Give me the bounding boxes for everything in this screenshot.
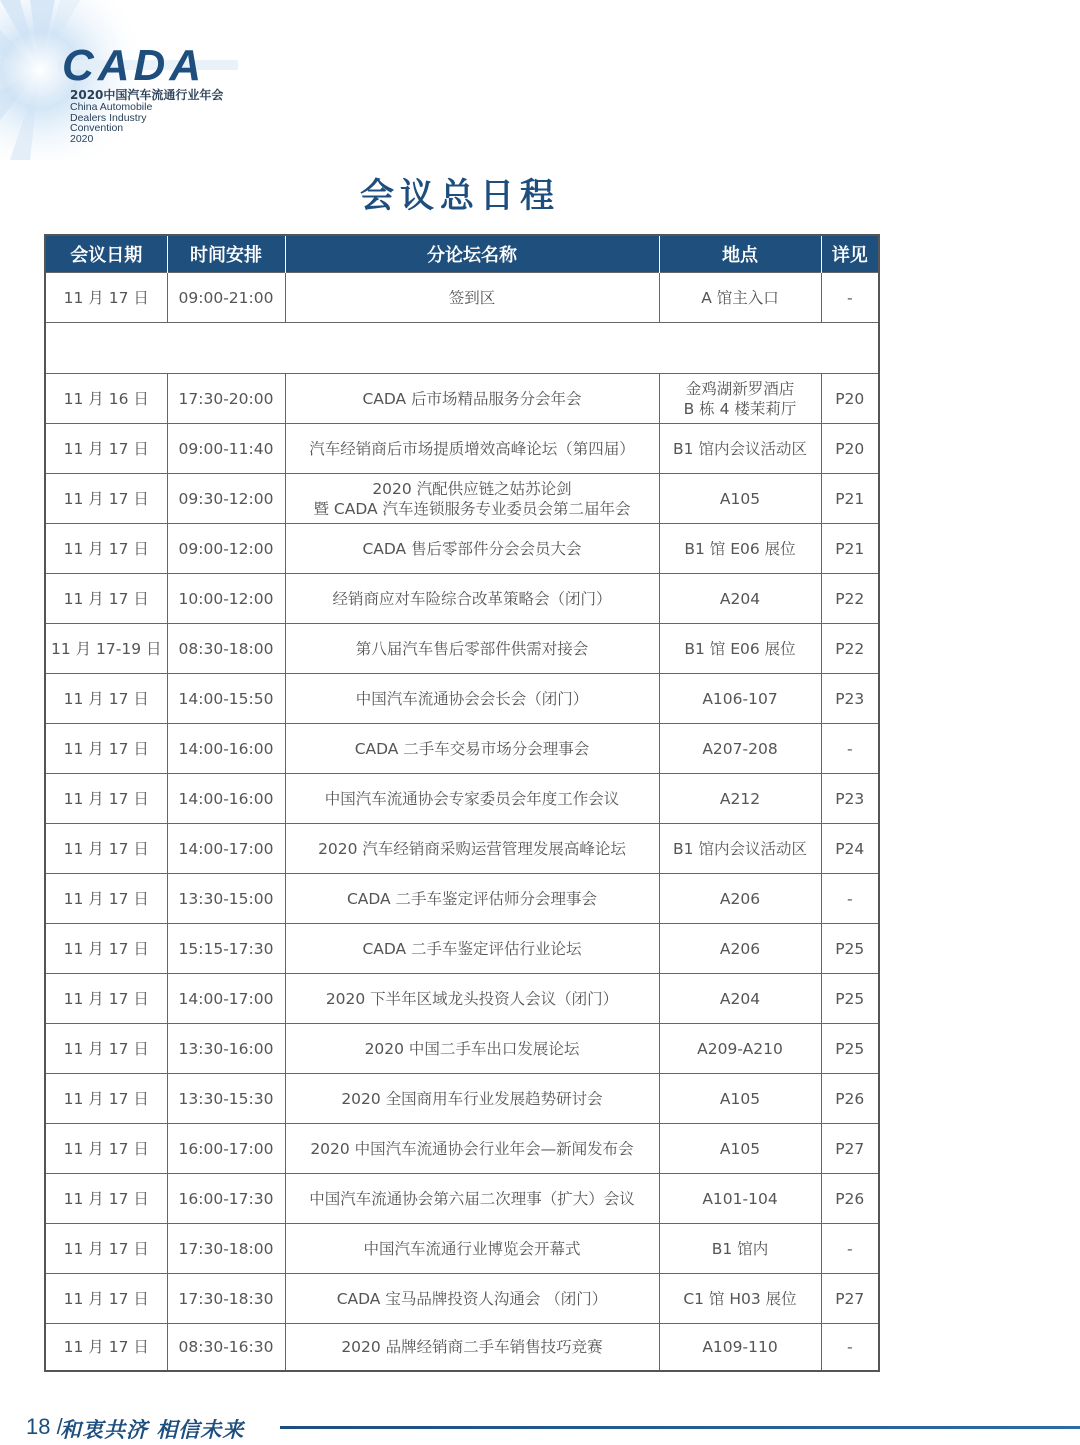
cell-forum-name: 2020 中国二手车出口发展论坛 (285, 1024, 659, 1074)
cell-time: 14:00-16:00 (167, 724, 285, 774)
cell-forum-name: 汽车经销商后市场提质增效高峰论坛（第四届） (285, 424, 659, 474)
cell-forum-name: CADA 二手车鉴定评估行业论坛 (285, 924, 659, 974)
cell-time: 15:15-17:30 (167, 924, 285, 974)
table-row (45, 774, 879, 824)
cell-date: 11 月 17 日 (45, 524, 167, 574)
cell-place: A204 (659, 574, 821, 624)
cell-place: B1 馆内会议活动区 (659, 824, 821, 874)
cell-page-ref: P22 (821, 574, 879, 624)
cell-page-ref: P21 (821, 524, 879, 574)
table-row (45, 524, 879, 574)
cell-date: 11 月 17 日 (45, 1024, 167, 1074)
cell-place: A206 (659, 874, 821, 924)
cell-date: 11 月 17 日 (45, 824, 167, 874)
cell-place: A105 (659, 1074, 821, 1124)
cell-date: 11 月 17 日 (45, 1074, 167, 1124)
table-row (45, 724, 879, 774)
cell-page-ref: - (821, 1324, 879, 1372)
cell-time: 14:00-17:00 (167, 824, 285, 874)
table-row-blank (45, 323, 879, 374)
cell-place: A106-107 (659, 674, 821, 724)
table-row (45, 1074, 879, 1124)
cell-page-ref: - (821, 273, 879, 323)
cell-time: 14:00-15:50 (167, 674, 285, 724)
cell-page-ref: P22 (821, 624, 879, 674)
cell-time: 17:30-20:00 (167, 374, 285, 424)
cell-date: 11 月 17 日 (45, 574, 167, 624)
logo-line-3: Dealers Industry (70, 111, 147, 124)
cell-page-ref: P23 (821, 674, 879, 724)
cell-time: 13:30-16:00 (167, 1024, 285, 1074)
cell-forum-name: 中国汽车流通协会第六届二次理事（扩大）会议 (285, 1174, 659, 1224)
cell-page-ref: P23 (821, 774, 879, 824)
page-footer (0, 1408, 1080, 1444)
cell-place: A206 (659, 924, 821, 974)
table-row (45, 874, 879, 924)
cell-page-ref: P27 (821, 1124, 879, 1174)
cell-date: 11 月 17 日 (45, 1274, 167, 1324)
cell-time: 14:00-16:00 (167, 774, 285, 824)
page-title: 会议总日程 (360, 176, 560, 216)
cell-date: 11 月 17 日 (45, 273, 167, 323)
table-row (45, 574, 879, 624)
header-page-ref: 详见 (821, 235, 879, 273)
cell-forum-name: CADA 售后零部件分会会员大会 (285, 524, 659, 574)
cell-time: 17:30-18:30 (167, 1274, 285, 1324)
cell-forum-name: 2020 品牌经销商二手车销售技巧竞赛 (285, 1324, 659, 1372)
table-row (45, 624, 879, 674)
cell-place: A109-110 (659, 1324, 821, 1372)
cell-time: 08:30-18:00 (167, 624, 285, 674)
cell-place: A212 (659, 774, 821, 824)
table-row (45, 824, 879, 874)
table-row (45, 273, 879, 323)
header-date: 会议日期 (45, 235, 167, 273)
cell-place: B1 馆内 (659, 1224, 821, 1274)
table-row (45, 474, 879, 524)
cell-date: 11 月 17-19 日 (45, 624, 167, 674)
table-row (45, 1274, 879, 1324)
page-number: 18 / (26, 1414, 63, 1439)
cell-date: 11 月 16 日 (45, 374, 167, 424)
cell-forum-name: CADA 后市场精品服务分会年会 (285, 374, 659, 424)
cell-forum-name-line2: 暨 CADA 汽车连锁服务专业委员会第二届年会 (313, 499, 631, 518)
cada-logo (0, 0, 260, 160)
cell-date: 11 月 17 日 (45, 724, 167, 774)
header-place: 地点 (659, 235, 821, 273)
cell-time: 09:30-12:00 (167, 474, 285, 524)
cell-forum-name: 2020 汽车经销商采购运营管理发展高峰论坛 (285, 824, 659, 874)
logo-line-4: Convention (70, 122, 124, 134)
cell-time: 10:00-12:00 (167, 574, 285, 624)
cell-time: 09:00-12:00 (167, 524, 285, 574)
cell-place: A105 (659, 474, 821, 524)
logo-wordmark: CADA (62, 41, 206, 90)
cell-date: 11 月 17 日 (45, 1324, 167, 1372)
table-row (45, 674, 879, 724)
cell-page-ref: - (821, 1224, 879, 1274)
cell-date: 11 月 17 日 (45, 1124, 167, 1174)
logo-line-5: 2020 (70, 132, 94, 145)
cell-forum-name (285, 474, 659, 524)
cell-time: 13:30-15:30 (167, 1074, 285, 1124)
table-row (45, 974, 879, 1024)
cell-forum-name: 中国汽车流通协会会长会（闭门） (285, 674, 659, 724)
cell-time: 16:00-17:30 (167, 1174, 285, 1224)
cell-forum-name: 2020 全国商用车行业发展趋势研讨会 (285, 1074, 659, 1124)
cell-page-ref: P25 (821, 924, 879, 974)
cell-time: 09:00-11:40 (167, 424, 285, 474)
cell-forum-name: CADA 二手车交易市场分会理事会 (285, 724, 659, 774)
cell-date: 11 月 17 日 (45, 474, 167, 524)
cell-date: 11 月 17 日 (45, 974, 167, 1024)
cell-date: 11 月 17 日 (45, 674, 167, 724)
cell-forum-name: 中国汽车流通协会专家委员会年度工作会议 (285, 774, 659, 824)
cell-place: A101-104 (659, 1174, 821, 1224)
cell-time: 09:00-21:00 (167, 273, 285, 323)
cell-date: 11 月 17 日 (45, 874, 167, 924)
cell-page-ref: P20 (821, 374, 879, 424)
cell-place: A105 (659, 1124, 821, 1174)
cell-forum-name: 经销商应对车险综合改革策略会（闭门） (285, 574, 659, 624)
cell-date: 11 月 17 日 (45, 424, 167, 474)
cell-page-ref: P26 (821, 1174, 879, 1224)
cell-place: A209-A210 (659, 1024, 821, 1074)
cell-date: 11 月 17 日 (45, 1224, 167, 1274)
cell-time: 16:00-17:00 (167, 1124, 285, 1174)
table-row (45, 1174, 879, 1224)
footer-slogan: 和衷共济 相信未来 (60, 1418, 245, 1442)
cell-page-ref: P25 (821, 1024, 879, 1074)
table-row (45, 374, 879, 424)
cell-place: A 馆主入口 (659, 273, 821, 323)
cell-forum-name: 签到区 (285, 273, 659, 323)
cell-time: 14:00-17:00 (167, 974, 285, 1024)
footer-rule (280, 1426, 1080, 1429)
table-row (45, 1024, 879, 1074)
cell-place: A207-208 (659, 724, 821, 774)
cell-forum-name: 2020 下半年区域龙头投资人会议（闭门） (285, 974, 659, 1024)
cell-time: 17:30-18:00 (167, 1224, 285, 1274)
cell-forum-name: CADA 宝马品牌投资人沟通会 （闭门） (285, 1274, 659, 1324)
cell-page-ref: P20 (821, 424, 879, 474)
table-row (45, 1324, 879, 1372)
cell-page-ref: P27 (821, 1274, 879, 1324)
cell-place-line2: B 栋 4 楼茉莉厅 (683, 399, 797, 418)
cell-page-ref: P26 (821, 1074, 879, 1124)
cell-place: B1 馆 E06 展位 (659, 624, 821, 674)
logo-line-2: China Automobile (70, 101, 153, 113)
cell-place: C1 馆 H03 展位 (659, 1274, 821, 1324)
cell-place: A204 (659, 974, 821, 1024)
cell-forum-name-line1: 2020 汽配供应链之姑苏论剑 (372, 479, 572, 498)
cell-page-ref: P24 (821, 824, 879, 874)
cell-page-ref: - (821, 724, 879, 774)
table-row (45, 1224, 879, 1274)
cell-forum-name: 第八届汽车售后零部件供需对接会 (285, 624, 659, 674)
logo-chinese-line: 2020中国汽车流通行业年会 (70, 88, 224, 102)
header-time: 时间安排 (167, 235, 285, 273)
table-header-row (45, 235, 879, 273)
header-forum-name: 分论坛名称 (285, 235, 659, 273)
cell-forum-name: 2020 中国汽车流通协会行业年会—新闻发布会 (285, 1124, 659, 1174)
table-row (45, 924, 879, 974)
cell-place: B1 馆 E06 展位 (659, 524, 821, 574)
cell-page-ref: P21 (821, 474, 879, 524)
cell-date: 11 月 17 日 (45, 774, 167, 824)
cell-place (659, 374, 821, 424)
cell-forum-name: 中国汽车流通行业博览会开幕式 (285, 1224, 659, 1274)
blank-cell (45, 323, 879, 374)
cell-place: B1 馆内会议活动区 (659, 424, 821, 474)
schedule-table (44, 234, 880, 1372)
cell-time: 08:30-16:30 (167, 1324, 285, 1372)
cell-page-ref: - (821, 874, 879, 924)
cell-date: 11 月 17 日 (45, 1174, 167, 1224)
cell-date: 11 月 17 日 (45, 924, 167, 974)
table-row (45, 424, 879, 474)
cell-place-line1: 金鸡湖新罗酒店 (685, 379, 795, 398)
cell-forum-name: CADA 二手车鉴定评估师分会理事会 (285, 874, 659, 924)
cell-time: 13:30-15:00 (167, 874, 285, 924)
cell-page-ref: P25 (821, 974, 879, 1024)
table-row (45, 1124, 879, 1174)
